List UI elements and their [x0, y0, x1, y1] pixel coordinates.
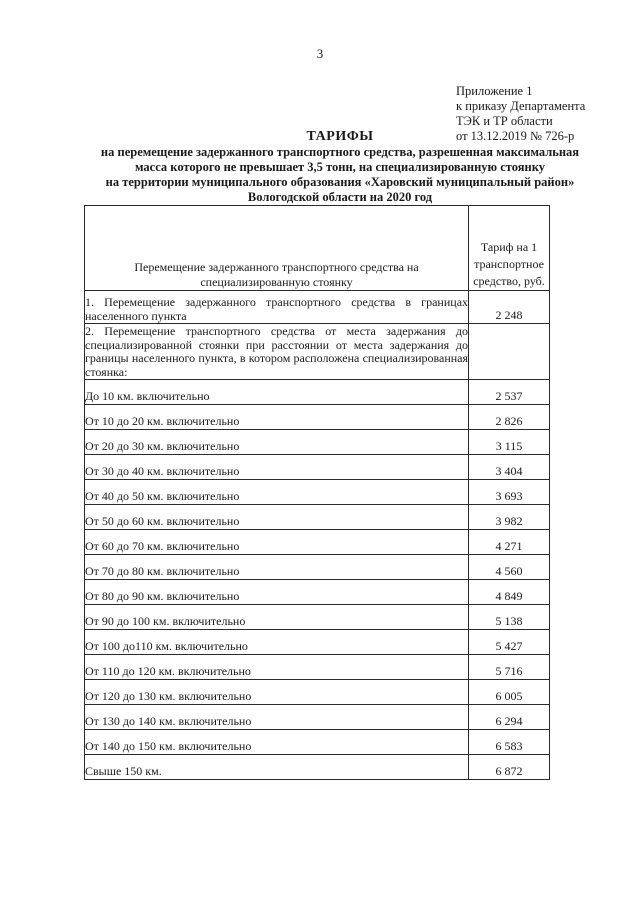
tariff-value: 2 826	[469, 405, 550, 430]
tariff-value: 3 982	[469, 505, 550, 530]
distance-label: От 100 до110 км. включительно	[85, 630, 469, 655]
distance-label: От 140 до 150 км. включительно	[85, 730, 469, 755]
header-tariff: Тариф на 1 транспортное средство, руб.	[469, 206, 550, 291]
table-row	[85, 455, 550, 480]
distance-label: До 10 км. включительно	[85, 380, 469, 405]
distance-label: От 40 до 50 км. включительно	[85, 480, 469, 505]
distance-label: Свыше 150 км.	[85, 755, 469, 780]
distance-label: От 80 до 90 км. включительно	[85, 580, 469, 605]
distance-label: От 10 до 20 км. включительно	[85, 405, 469, 430]
table-row	[85, 380, 550, 405]
table-row	[85, 324, 550, 380]
tariff-value: 3 693	[469, 480, 550, 505]
table-row	[85, 580, 550, 605]
table-row	[85, 530, 550, 555]
distance-label: От 70 до 80 км. включительно	[85, 555, 469, 580]
distance-label: От 110 до 120 км. включительно	[85, 655, 469, 680]
table-row	[85, 291, 550, 324]
tariff-value: 4 849	[469, 580, 550, 605]
table-row	[85, 505, 550, 530]
distance-label: От 30 до 40 км. включительно	[85, 455, 469, 480]
tariff-value: 6 005	[469, 680, 550, 705]
distance-label: От 50 до 60 км. включительно	[85, 505, 469, 530]
tariff-value: 5 716	[469, 655, 550, 680]
distance-label: От 90 до 100 км. включительно	[85, 605, 469, 630]
table-row	[85, 555, 550, 580]
table-row	[85, 480, 550, 505]
table-row	[85, 405, 550, 430]
appendix-line: к приказу Департамента	[456, 99, 586, 113]
appendix-line: ТЭК и ТР области	[456, 114, 553, 128]
tariff-value: 5 138	[469, 605, 550, 630]
table-row	[85, 605, 550, 630]
title-block	[70, 128, 610, 205]
table-row	[85, 705, 550, 730]
table-row	[85, 680, 550, 705]
table-row	[85, 630, 550, 655]
tariff-value: 4 560	[469, 555, 550, 580]
document-title: ТАРИФЫ	[306, 129, 374, 144]
row-value: 2 248	[469, 291, 550, 324]
subtitle-line: Вологодской области на 2020 год	[247, 190, 433, 204]
header-description: Перемещение задержанного транспортного средства на специализированную стоянку	[85, 206, 469, 291]
subtitle-line: масса которого не превышает 3,5 тонн, на специализированную стоянку	[134, 160, 545, 174]
table-row	[85, 430, 550, 455]
distance-label: От 60 до 70 км. включительно	[85, 530, 469, 555]
page-number: 3	[316, 46, 324, 61]
appendix-line: Приложение 1	[456, 84, 533, 98]
distance-label: От 20 до 30 км. включительно	[85, 430, 469, 455]
tariff-value: 3 404	[469, 455, 550, 480]
tariff-value: 6 294	[469, 705, 550, 730]
subtitle-line: на перемещение задержанного транспортного средства, разрешенная максимальная	[100, 145, 580, 159]
row-value-empty	[469, 324, 550, 380]
distance-label: От 120 до 130 км. включительно	[85, 680, 469, 705]
row-description: 2. Перемещение транспортного средства от места задержания до специализированной стоянки при расстоянии от места задержания до границы населенного пункта, в котором расположена специализированная стоянка:	[85, 324, 469, 379]
tariff-value: 6 583	[469, 730, 550, 755]
tariff-value: 5 427	[469, 630, 550, 655]
appendix-line: от 13.12.2019 № 726-р	[456, 129, 575, 143]
tariff-table	[84, 205, 550, 780]
table-row	[85, 730, 550, 755]
row-description: 1. Перемещение задержанного транспортного средства в границах населенного пункта	[85, 291, 469, 324]
tariff-value: 3 115	[469, 430, 550, 455]
tariff-value: 6 872	[469, 755, 550, 780]
tariff-value: 4 271	[469, 530, 550, 555]
table-header-row	[85, 206, 550, 291]
distance-label: От 130 до 140 км. включительно	[85, 705, 469, 730]
tariff-value: 2 537	[469, 380, 550, 405]
table-row	[85, 755, 550, 780]
table-row	[85, 655, 550, 680]
subtitle-line: на территории муниципального образования «Харовский муниципальный район»	[105, 175, 575, 189]
